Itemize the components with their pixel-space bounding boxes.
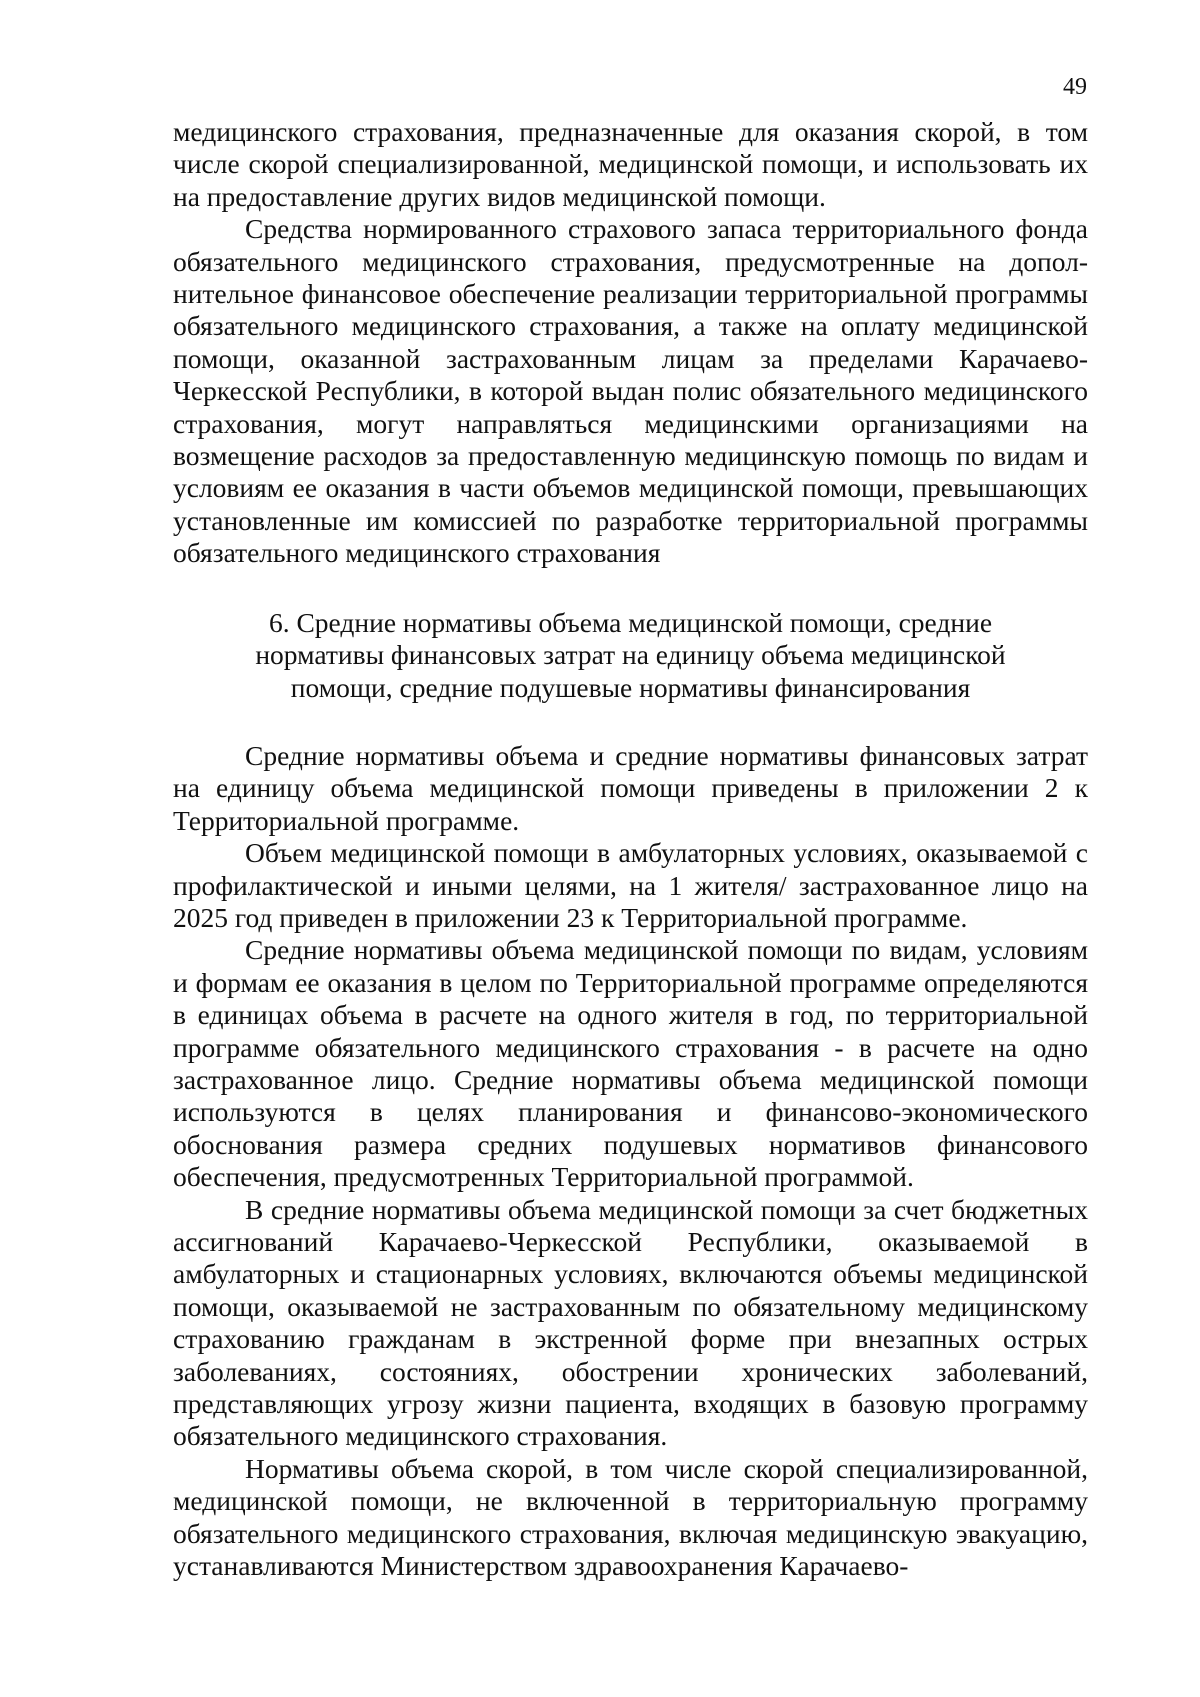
document-body	[173, 116, 1088, 1582]
paragraph-continuation: медицинского страхования, предназначенные для оказания скорой, в том числе скорой специализированной, медицинской помощи, и использовать их на предоставление других видов медицинской помощи.	[173, 116, 1088, 212]
section-heading: 6. Средние нормативы объема медицинской помощи, средние нормативы финансовых затрат на единицу объема медицинской помощи, средние подушевые нормативы финансирования	[255, 606, 1006, 703]
paragraph-volume-norms: Средние нормативы объема и средние нормативы финансовых затрат на единицу объема медицинской помощи приведены в приложении 2 к Территориальной программе.	[173, 739, 1088, 836]
paragraph-average-norms: Средние нормативы объема медицинской помощи по видам, условиям и формам ее оказания в целом по Территориальной программе определяются в единицах объема в расчете на одного жителя в год, по территориальной программе обязательного медицинского страхования - в расчете на одно застрахованное лицо. Средние нормативы объема медицинской помощи используются в целях планирования и финансово-экономического обоснования размера средних подушевых нормативов финансового обеспечения, предусмотренных Территориальной программой.	[173, 934, 1088, 1193]
page-number: 49	[1063, 74, 1087, 100]
paragraph-insurance-reserve: Средства нормированного страхового запаса территориального фонда обязательного медицинского страхования, предусмотренные на дополнительное финансовое обеспечение реализации территориальной программы обязательного медицинского страхования, а также на оплату медицинской помощи, оказанной застрахованным лицам за пределами Карачаево-Черкесской Республики, в которой выдан полис обязательного медицинского страхования, могут направляться медицинскими организациями на возмещение расходов за предоставленную медицинскую помощь по видам и условиям ее оказания в части объемов медицинской помощи, превышающих установленные им комиссией по разработке территориальной программы обязательного медицинского страхования	[173, 213, 1088, 569]
paragraph-budget-norms: В средние нормативы объема медицинской помощи за счет бюджетных ассигнований Карачаево-Черкесской Республики, оказываемой в амбулаторных и стационарных условиях, включаются объемы медицинской помощи, оказываемой не застрахованным по обязательному медицинскому страхованию гражданам в экстренной форме при внезапных острых заболеваниях, состояниях, обострении хронических заболеваний, представляющих угрозу жизни пациента, входящих в базовую программу обязательного медицинского страхования.	[173, 1193, 1088, 1452]
paragraph-emergency-norms: Нормативы объема скорой, в том числе скорой специализированной, медицинской помощи, не включенной в территориальную программу обязательного медицинского страхования, включая медицинскую эвакуацию, устанавливаются Министерством здравоохранения Карачаево-	[173, 1452, 1088, 1582]
paragraph-outpatient-volume: Объем медицинской помощи в амбулаторных условиях, оказываемой с профилактической и иными целями, на 1 жителя/ застрахованное лицо на 2025 год приведен в приложении 23 к Территориальной программе.	[173, 837, 1088, 933]
